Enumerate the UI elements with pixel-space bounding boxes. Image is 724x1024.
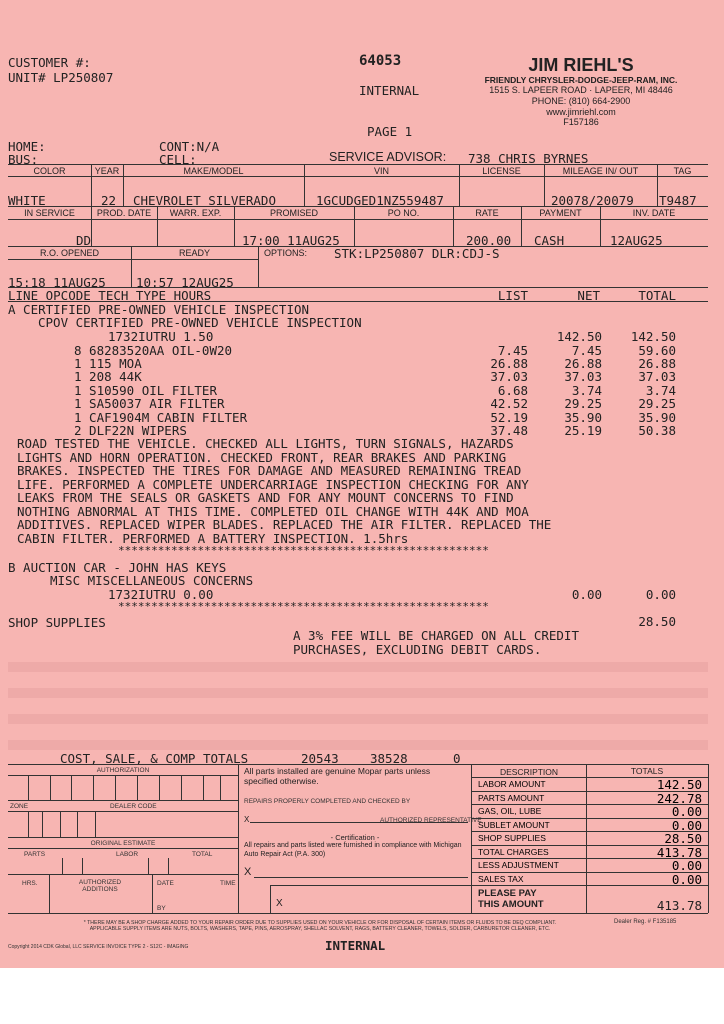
totals-row	[472, 872, 708, 886]
line-a-tech: 1732IUTRU 1.50	[108, 329, 214, 344]
col-year-header: YEAR	[94, 166, 120, 176]
invoice-date-value: 12AUG25	[610, 233, 663, 248]
promised-value: 17:00 11AUG25	[242, 233, 340, 248]
dealer-code-label: DEALER CODE	[110, 803, 157, 810]
part-net: 37.03	[564, 369, 602, 384]
cost-totals-label: COST, SALE, & COMP TOTALS	[60, 751, 249, 766]
total-label: TOTAL	[192, 851, 213, 858]
line-a-opcode: CPOV CERTIFIED PRE-OWNED VEHICLE INSPECTION	[38, 315, 362, 330]
fee-notice-line: PURCHASES, EXCLUDING DEBIT CARDS.	[293, 642, 542, 657]
internal-label: INTERNAL	[359, 83, 420, 98]
vehicle-vin: 1GCUDGED1NZ559487	[316, 193, 444, 208]
story-line: BRAKES. INSPECTED THE TIRES FOR DAMAGE AND MEASURED REMAINING TREAD	[17, 463, 522, 478]
original-estimate-label: ORIGINAL ESTIMATE	[90, 840, 156, 847]
please-pay-label: PLEASE PAY	[478, 888, 537, 899]
part-total: 29.25	[638, 396, 676, 411]
dealer-code: F157186	[563, 117, 599, 127]
stripe	[8, 714, 708, 724]
col-license-header: LICENSE	[482, 166, 521, 176]
authorized-rep-label: AUTHORIZED REPRESENTATIVE	[380, 817, 482, 824]
totals-row-value: 28.50	[664, 831, 702, 846]
dealer-reg: Dealer Reg. # F135185	[614, 919, 677, 925]
line-b-title: B AUCTION CAR - JOHN HAS KEYS	[8, 560, 227, 575]
totals-row	[472, 804, 708, 818]
totals-row	[472, 777, 708, 791]
line-b-tech: 1732IUTRU 0.00	[108, 587, 214, 602]
totals-row	[472, 831, 708, 845]
service-advisor-label: SERVICE ADVISOR:	[329, 150, 447, 164]
story-line: NOTHING ABNORMAL AT THIS TIME. COMPLETED OIL CHANGE WITH 44K AND MOA	[17, 504, 529, 519]
part-net: 29.25	[564, 396, 602, 411]
contact-value: CONT:N/A	[159, 139, 220, 154]
list-header: LIST	[497, 288, 528, 303]
totals-row-label: LABOR AMOUNT	[478, 779, 546, 789]
payment-value: CASH	[534, 233, 565, 248]
zone-label: ZONE	[10, 803, 29, 810]
part-total: 37.03	[638, 369, 676, 384]
totals-row	[472, 858, 708, 872]
ro-opened-label: R.O. OPENED	[39, 248, 99, 258]
totals-row-value: 413.78	[656, 845, 702, 860]
comp-total: 0	[453, 751, 461, 766]
part-total: 50.38	[638, 423, 676, 438]
part-net: 3.74	[571, 383, 602, 398]
totals-row-value: 0.00	[671, 872, 702, 887]
labor-label: LABOR	[116, 851, 139, 858]
part-list: 52.19	[490, 410, 528, 425]
line-a-labor-total: 142.50	[630, 329, 676, 344]
vehicle-color: WHITE	[8, 193, 46, 208]
totals-row-label: PARTS AMOUNT	[478, 793, 545, 803]
authorized-additions-label: AUTHORIZED ADDITIONS	[78, 879, 122, 893]
part-net: 26.88	[564, 356, 602, 371]
col-promised-header: PROMISED	[269, 208, 318, 218]
totals-row-label: SALES TAX	[478, 874, 524, 884]
line-b-net: 0.00	[571, 587, 602, 602]
signature-x: X	[244, 815, 250, 824]
fine-print-line-2: APPLICABLE SUPPLY ITEMS ARE NUTS, BOLTS, WASHERS, TAPE, PINS, AEROSPRAY, SHELLAC SOLVENT, RAGS, BATTERY CLEANER, TOWELS, SOLDER, CARBURETOR CLEANER, ETC.	[89, 926, 551, 932]
part-list: 37.48	[490, 423, 528, 438]
home-label: HOME:	[8, 139, 46, 154]
col-vin-header: VIN	[373, 166, 389, 176]
part-list: 42.52	[490, 396, 528, 411]
totals-row-label: TOTAL CHARGES	[478, 847, 549, 857]
stripe	[8, 740, 708, 750]
customer-label: CUSTOMER #:	[8, 55, 91, 70]
service-advisor: 738 CHRIS BYRNES	[468, 151, 589, 166]
totals-row-value: 242.78	[656, 791, 702, 806]
totals-row	[472, 818, 708, 832]
part-desc: 2 DLF22N WIPERS	[74, 423, 187, 438]
vehicle-year: 22	[101, 193, 117, 208]
story-line: LEAKS FROM THE SEALS OR GASKETS AND FOR ANY MOUNT CONCERNS TO FIND	[17, 490, 514, 505]
totals-row-value: 0.00	[671, 818, 702, 833]
part-total: 26.88	[638, 356, 676, 371]
total-header: TOTAL	[638, 288, 676, 303]
part-net: 35.90	[564, 410, 602, 425]
fee-notice-line: A 3% FEE WILL BE CHARGED ON ALL CREDIT	[293, 628, 579, 643]
lines-header: LINE OPCODE TECH TYPE HOURS	[8, 288, 212, 303]
stripe	[8, 688, 708, 698]
parts-label: PARTS	[24, 851, 46, 858]
col-make-header: MAKE/MODEL	[183, 166, 244, 176]
authorization-label: AUTHORIZATION	[96, 767, 150, 774]
part-total: 3.74	[645, 383, 676, 398]
please-pay-amount: 413.78	[656, 898, 702, 913]
net-header: NET	[577, 288, 600, 303]
part-list: 37.03	[490, 369, 528, 384]
vehicle-tag: T9487	[659, 193, 697, 208]
cell-label: CELL:	[159, 152, 197, 167]
options-value: STK:LP250807 DLR:CDJ-S	[334, 246, 500, 261]
sale-total: 38528	[370, 751, 408, 766]
in-service-value: DD	[76, 233, 92, 248]
story-line: ROAD TESTED THE VEHICLE. CHECKED ALL LIGHTS, TURN SIGNALS, HAZARDS	[17, 436, 514, 451]
rate-value: 200.00	[466, 233, 512, 248]
ready-value: 10:57 12AUG25	[136, 275, 234, 290]
totals-row-label: LESS ADJUSTMENT	[478, 860, 559, 870]
col-inv-date-header: INV. DATE	[632, 208, 676, 218]
ready-label: READY	[178, 248, 210, 258]
hrs-label: HRS.	[22, 880, 38, 887]
stripe	[8, 662, 708, 672]
by-label: BY	[157, 905, 166, 912]
totals-row-value: 0.00	[671, 858, 702, 873]
totals-row-label: SHOP SUPPLIES	[478, 833, 546, 843]
line-b-total: 0.00	[645, 587, 676, 602]
totals-row-value: 0.00	[671, 804, 702, 819]
part-total: 35.90	[638, 410, 676, 425]
story-line: ADDITIVES. REPLACED WIPER BLADES. REPLACED THE AIR FILTER. REPLACED THE	[17, 517, 552, 532]
totals-header: TOTALS	[630, 766, 664, 776]
mopar-notice: All parts installed are genuine Mopar parts unless specified otherwise.	[244, 766, 431, 786]
please-pay-label-2: THIS AMOUNT	[478, 899, 544, 910]
signature-x-3: X	[276, 898, 283, 909]
col-mileage-header: MILEAGE IN/ OUT	[562, 166, 639, 176]
part-desc: 1 SA50037 AIR FILTER	[74, 396, 225, 411]
story-line: LIFE. PERFORMED A COMPLETE UNDERCARRIAGE INSPECTION CHECKING FOR ANY	[17, 477, 529, 492]
part-desc: 1 115 MOA	[74, 356, 142, 371]
line-a-title: A CERTIFIED PRE-OWNED VEHICLE INSPECTION	[8, 302, 310, 317]
vehicle-make-model: CHEVROLET SILVERADO	[133, 193, 276, 208]
unit-number: UNIT# LP250807	[8, 70, 114, 85]
col-in-service-header: IN SERVICE	[24, 208, 75, 218]
totals-row	[472, 791, 708, 805]
shop-supplies-label: SHOP SUPPLIES	[8, 615, 106, 630]
bus-label: BUS:	[8, 152, 39, 167]
part-list: 7.45	[497, 343, 528, 358]
part-desc: 1 S10590 OIL FILTER	[74, 383, 217, 398]
col-prod-date-header: PROD. DATE	[96, 208, 152, 218]
part-desc: 1 CAF1904M CABIN FILTER	[74, 410, 248, 425]
repairs-checked-label: REPAIRS PROPERLY COMPLETED AND CHECKED BY	[244, 798, 411, 805]
page-number: PAGE 1	[367, 124, 413, 139]
signature-x-2: X	[244, 866, 252, 878]
story-line: CABIN FILTER. PERFORMED A BATTERY INSPECTION. 1.5hrs	[17, 531, 409, 546]
fine-print-line-1: * THERE MAY BE A SHOP CHARGE ADDED TO YOUR REPAIR ORDER DUE TO SUPPLIES USED ON YOUR VEHICLE OR FOR DISPOSAL OF CERTAIN ITEMS OR FLUIDS TO BE DEQ COMPLIANT.	[83, 920, 557, 926]
internal-footer: INTERNAL	[325, 938, 386, 953]
part-total: 59.60	[638, 343, 676, 358]
dealer-address: 1515 S. LAPEER ROAD · LAPEER, MI 48446	[489, 85, 673, 95]
ro-number: 64053	[359, 53, 402, 69]
col-po-header: PO NO.	[387, 208, 420, 218]
ro-opened-value: 15:18 11AUG25	[8, 275, 106, 290]
dealer-tagline: FRIENDLY CHRYSLER-DODGE-JEEP-RAM, INC.	[484, 75, 678, 85]
part-list: 26.88	[490, 356, 528, 371]
totals-row-value: 142.50	[656, 777, 702, 792]
line-b-opcode: MISC MISCELLANEOUS CONCERNS	[50, 573, 254, 588]
col-tag-header: TAG	[673, 166, 692, 176]
part-desc: 1 208 44K	[74, 369, 142, 384]
totals-row-label: SUBLET AMOUNT	[478, 820, 550, 830]
options-label: OPTIONS:	[264, 248, 308, 258]
totals-row-label: GAS, OIL, LUBE	[478, 806, 542, 816]
line-b-stars: ********************************************************	[118, 600, 489, 613]
part-list: 6.68	[497, 383, 528, 398]
col-payment-header: PAYMENT	[539, 208, 582, 218]
date-label: DATE	[157, 880, 174, 887]
dealer-phone: PHONE: (810) 664-2900	[531, 96, 631, 106]
copyright: Copyright 2014 CDK Global, LLC SERVICE INVOICE TYPE 2 - S12C - IMAGING	[8, 944, 189, 950]
story-line: LIGHTS AND HORN OPERATION. CHECKED FRONT, REAR BRAKES AND PARKING	[17, 450, 507, 465]
description-header: DESCRIPTION	[499, 767, 559, 777]
part-net: 7.45	[571, 343, 602, 358]
certification-text: All repairs and parts listed were furnished in compliance with Michigan Auto Repair Act (P.A. 300)	[244, 842, 462, 858]
cost-total: 20543	[301, 751, 339, 766]
part-desc: 8 68283520AA OIL-0W20	[74, 343, 233, 358]
shop-supplies-amount: 28.50	[638, 614, 676, 629]
time-label: TIME	[220, 880, 236, 887]
line-a-stars: ********************************************************	[118, 544, 489, 557]
certification-label: - Certification -	[330, 833, 380, 842]
vehicle-mileage: 20078/20079	[551, 193, 634, 208]
totals-row	[472, 845, 708, 859]
part-net: 25.19	[564, 423, 602, 438]
col-rate-header: RATE	[475, 208, 499, 218]
line-a-labor-net: 142.50	[556, 329, 602, 344]
dealer-website: www.jimriehl.com	[546, 107, 616, 117]
col-color-header: COLOR	[33, 166, 66, 176]
dealer-name: JIM RIEHL'S	[528, 55, 634, 75]
col-warr-exp-header: WARR. EXP.	[169, 208, 222, 218]
